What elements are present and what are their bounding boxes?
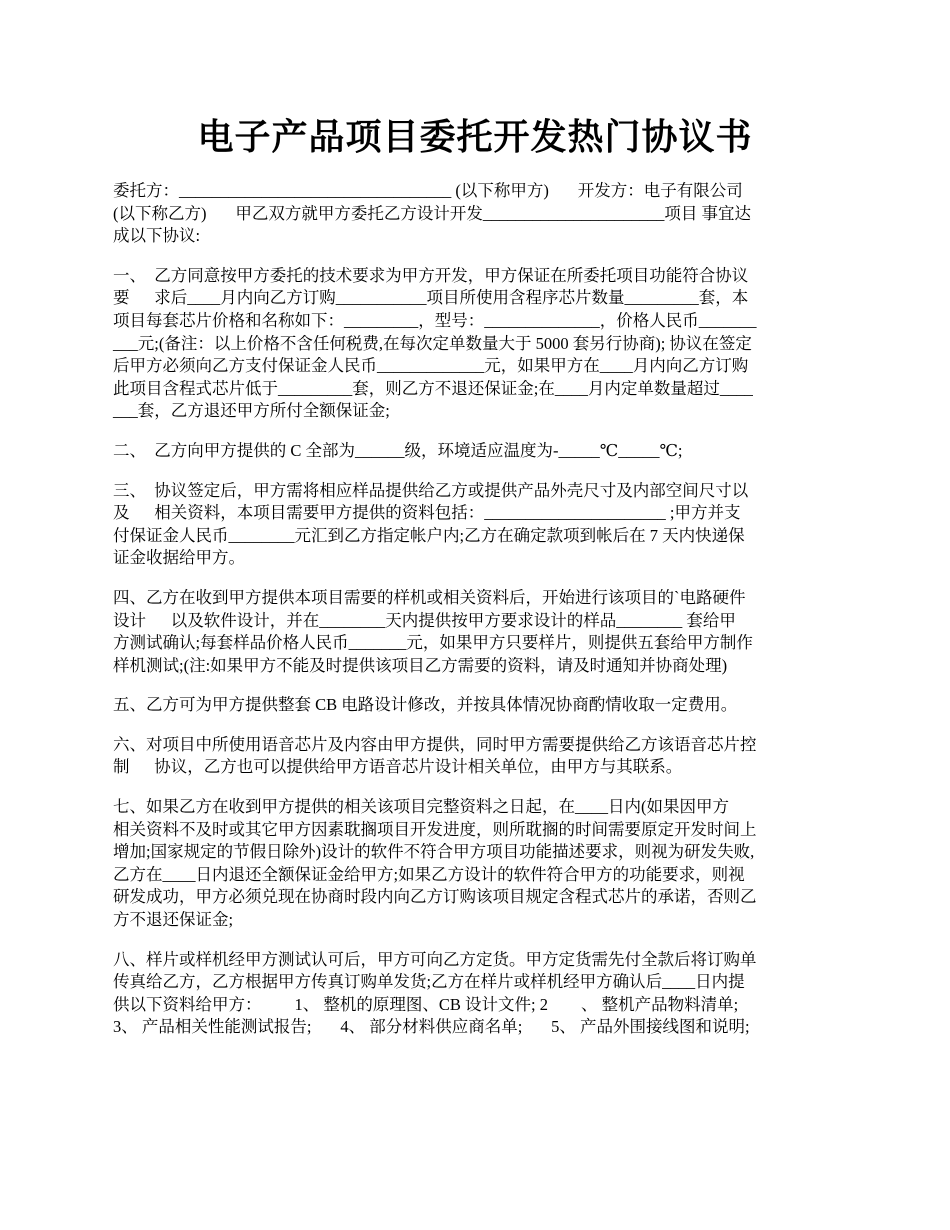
document-title: 电子产品项目委托开发热门协议书 xyxy=(197,117,753,157)
text-line: 制 协议，乙方也可以提供给甲方语音芯片设计相关单位，由甲方与其联系。 xyxy=(113,757,683,777)
clause-8 xyxy=(113,949,841,1039)
text-line: ___元;(备注：以上价格不含任何税费,在每次定单数量大于 5000 套另行协商); 协议在签定 xyxy=(113,333,752,353)
text-line: 增加;国家规定的节假日除外)设计的软件不符合甲方项目功能描述要求，则视为研发失败, xyxy=(113,842,755,862)
text-line: 后甲方必须向乙方支付保证金人民币_____________元，如果甲方在____月内向乙方订购 xyxy=(113,356,749,376)
text-line: 付保证金人民币________元汇到乙方指定帐户内;乙方在确定款项到帐后在 7 天内快递保 xyxy=(113,525,745,545)
clause-3 xyxy=(113,480,841,570)
clause-2 xyxy=(113,440,841,463)
text-line: 乙方在____日内退还全额保证金给甲方;如果乙方设计的软件符合甲方的功能要求，则视 xyxy=(113,864,745,884)
text-line: 四、乙方在收到甲方提供本项目需要的样机或相关资料后，开始进行该项目的`电路硬件 xyxy=(113,587,746,607)
text-line: 六、对项目中所使用语音芯片及内容由甲方提供，同时甲方需要提供给乙方该语音芯片控 xyxy=(113,734,757,754)
text-line: 八、样片或样机经甲方测试认可后，甲方可向乙方定货。甲方定货需先付全款后将订购单 xyxy=(113,949,757,969)
text-line: 设计 以及软件设计，并在________天内提供按甲方要求设计的样品________ 套给甲 xyxy=(113,610,736,630)
text-line: 要 求后____月内向乙方订购___________项目所使用含程序芯片数量_________套，本 xyxy=(113,288,749,308)
text-line: 方不退还保证金; xyxy=(113,910,234,930)
text-line: 成以下协议: xyxy=(113,226,201,246)
text-line: 证金收据给甲方。 xyxy=(113,548,245,568)
intro-paragraph xyxy=(113,180,841,248)
document-body xyxy=(113,180,841,1056)
text-line: 相关资料不及时或其它甲方因素耽搁项目开发进度，则所耽搁的时间需要原定开发时间上 xyxy=(113,819,757,839)
text-line: 项目每套芯片价格和名称如下：_________，型号：______________，价格人民币_______ xyxy=(113,310,757,330)
clause-1 xyxy=(113,265,841,423)
text-line: 方测试确认;每套样品价格人民币_______元，如果甲方只要样片，则提供五套给甲方制作 xyxy=(113,633,753,653)
text-line: 研发成功，甲方必须兑现在协商时段内向乙方订购该项目规定含程式芯片的承诺，否则乙 xyxy=(113,887,757,907)
text-line: 一、 乙方同意按甲方委托的技术要求为甲方开发，甲方保证在所委托项目功能符合协议 xyxy=(113,265,749,285)
text-line: 七、如果乙方在收到甲方提供的相关该项目完整资料之日起，在____日内(如果因甲方 xyxy=(113,797,729,817)
text-line: ___套，乙方退还甲方所付全额保证金; xyxy=(113,401,390,421)
clause-7 xyxy=(113,796,841,932)
text-line: 三、 协议签定后，甲方需将相应样品提供给乙方或提供产品外壳尺寸及内部空间尺寸以 xyxy=(113,480,749,500)
text-line: 3、 产品相关性能测试报告; 4、 部分材料供应商名单; 5、 产品外围接线图和说明; xyxy=(113,1017,750,1037)
clause-4 xyxy=(113,587,841,677)
text-line: 及 相关资料，本项目需要甲方提供的资料包括：______________________ ;甲方并支 xyxy=(113,503,741,523)
text-line: 二、 乙方向甲方提供的 C 全部为______级，环境适应温度为-_____℃_____℃; xyxy=(113,440,683,460)
text-line: 供以下资料给甲方： 1、 整机的原理图、CB 设计文件; 2 、 整机产品物料清单; xyxy=(113,994,739,1014)
clause-6 xyxy=(113,734,841,779)
text-line: 此项目含程式芯片低于_________套，则乙方不退还保证金;在____月内定单数量超过____ xyxy=(113,378,753,398)
text-line: 样机测试;(注:如果甲方不能及时提供该项目乙方需要的资料，请及时通知并协商处理) xyxy=(113,655,728,675)
text-line: 五、乙方可为甲方提供整套 CB 电路设计修改，并按具体情况协商酌情收取一定费用。 xyxy=(113,695,738,715)
text-line: 传真给乙方，乙方根据甲方传真订购单发货;乙方在样片或样机经甲方确认后____日内提 xyxy=(113,972,745,992)
text-line: (以下称乙方) 甲乙双方就甲方委托乙方设计开发______________________项目 事宜达 xyxy=(113,203,751,223)
clause-5 xyxy=(113,694,841,717)
text-line: 委托方：_________________________________ (以下称甲方) 开发方：电子有限公司 xyxy=(113,181,743,200)
